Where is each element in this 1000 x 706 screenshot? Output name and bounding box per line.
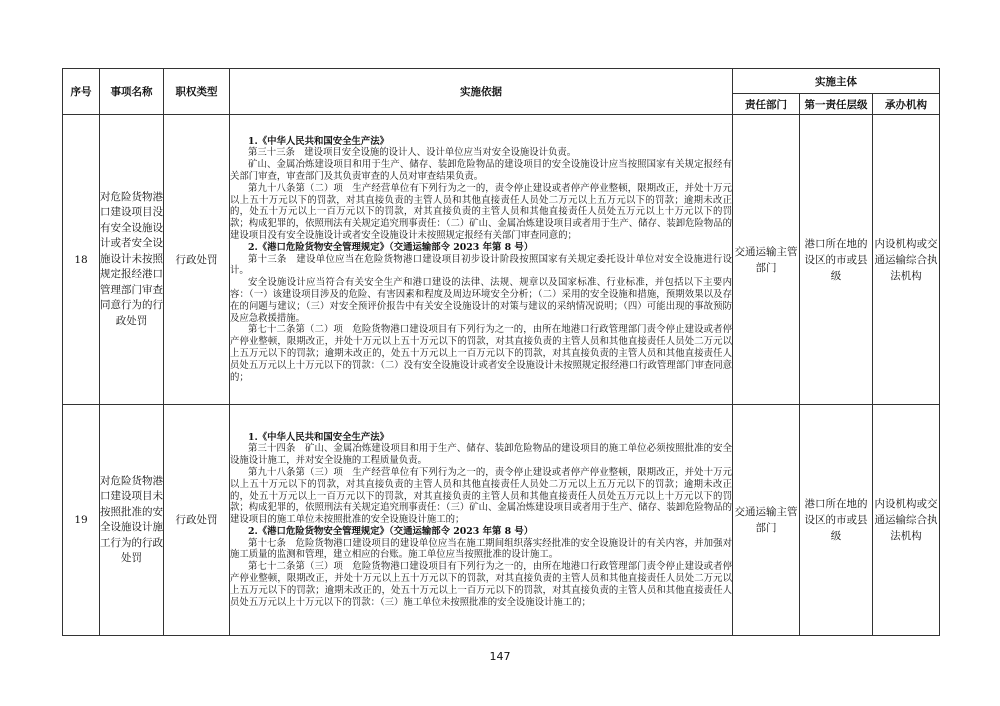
basis-paragraph: 第十三条 建设单位应当在危险货物港口建设项目初步设计阶段按照国家有关规定委托设计单位对安全设施进行设计。 xyxy=(230,253,732,277)
basis-paragraph: 第七十二条第（二）项 危险货物港口建设项目有下列行为之一的，由所在地港口行政管理部门责令停止建设或者停产停业整顿，限期改正，并处十万元以上五十万元以下的罚款，对其直接负责的主管人员和其他直接责任人员处二万元以上五万元以下的罚款；逾期未改正的，处五十万元以上一百万元以下的罚款，对其直接负责的主管人员和其他直接责任人员处五万元以上十万元以下的罚款：（二）没有安全设施设计或者安全设施设计未按照规定报经港口行政管理部门审查同意的； xyxy=(230,324,732,383)
cell-power-type: 行政处罚 xyxy=(164,405,230,636)
basis-title: 1.《中华人民共和国安全生产法》 xyxy=(248,431,390,443)
basis-paragraph: 安全设施设计应当符合有关安全生产和港口建设的法律、法规、规章以及国家标准、行业标准，并包括以下主要内容：（一）该建设项目涉及的危险、有害因素和程度及周边环境安全分析；（二）采用的安全设施和措施，预期效果以及存在的问题与建议；（三）对安全预评价报告中有关安全设施设计的对策与建议的采纳情况说明；（四）可能出现的事故预防及应急救援措施。 xyxy=(230,277,732,324)
basis-paragraph: 第九十八条第（三）项 生产经营单位有下列行为之一的，责令停止建设或者停产停业整顿，限期改正，并处十万元以上五十万元以下的罚款，对其直接负责的主管人员和其他直接责任人员处二万元以上五万元以下的罚款；逾期未改正的，处五十万元以上一百万元以下的罚款，对其直接负责的主管人员和其他直接责任人员处五万元以上十万元以下的罚款；构成犯罪的，依照刑法有关规定追究刑事责任：（三）矿山、金属冶炼建设项目或者用于生产、储存、装卸危险物品的建设项目的施工单位未按照批准的安全设施设计施工的； xyxy=(230,466,732,526)
basis-paragraph: 第三十三条 建设项目安全设施的设计人、设计单位应当对安全设施设计负责。 xyxy=(248,147,577,159)
cell-item-name: 对危险货物港口建设项目未按照批准的安全设施设计施工行为的行政处罚 xyxy=(100,405,164,636)
basis-title: 1.《中华人民共和国安全生产法》 xyxy=(248,135,390,147)
cell-power-type: 行政处罚 xyxy=(164,115,230,405)
basis-paragraph: 第七十二条第（三）项 危险货物港口建设项目有下列行为之一的，由所在地港口行政管理部门责令停止建设或者停产停业整顿，限期改正，并处十万元以上五十万元以下的罚款，对其直接负责的主管人员和其他直接责任人员处二万元以上五万元以下的罚款；逾期未改正的，处五十万元以上一百万元以下的罚款，对其直接负责的主管人员和其他直接责任人员处五万元以上十万元以下的罚款：（三）施工单位未按照批准的安全设施设计施工的； xyxy=(230,561,732,608)
header-item-name: 事项名称 xyxy=(100,69,164,115)
header-level: 第一责任层级 xyxy=(800,94,873,115)
basis-title: 2.《港口危险货物安全管理规定》（交通运输部令 2023 年第 8 号） xyxy=(248,241,534,253)
header-basis: 实施依据 xyxy=(230,69,733,115)
cell-org: 内设机构或交通运输综合执法机构 xyxy=(873,405,940,636)
cell-dept: 交通运输主管部门 xyxy=(733,405,800,636)
basis-paragraph: 第九十八条第（二）项 生产经营单位有下列行为之一的，责令停止建设或者停产停业整顿，限期改正，并处十万元以上五十万元以下的罚款，对其直接负责的主管人员和其他直接责任人员处二万元以上五万元以下的罚款；逾期未改正的，处五十万元以上一百万元以下的罚款，对其直接负责的主管人员和其他直接责任人员处五万元以上十万元以下的罚款；构成犯罪的，依照刑法有关规定追究刑事责任：（二）矿山、金属冶炼建设项目或者用于生产、储存、装卸危险物品的建设项目没有安全设施设计或者安全设施设计未按照规定报经有关部门审查同意的； xyxy=(230,182,732,241)
cell-seq: 18 xyxy=(63,115,100,405)
header-seq: 序号 xyxy=(63,69,100,115)
table-row xyxy=(63,115,940,405)
basis-paragraph: 第三十四条 矿山、金属冶炼建设项目和用于生产、储存、装卸危险物品的建设项目的施工单位必须按照批准的安全设施设计施工，并对安全设施的工程质量负责。 xyxy=(230,443,732,467)
cell-item-name: 对危险货物港口建设项目没有安全设施设计或者安全设施设计未按照规定报经港口管理部门审查同意行为的行政处罚 xyxy=(100,115,164,405)
header-org: 承办机构 xyxy=(873,94,940,115)
basis-paragraph: 矿山、金属冶炼建设项目和用于生产、储存、装卸危险物品的建设项目的安全设施设计应当按照国家有关规定报经有关部门审查，审查部门及其负责审查的人员对审查结果负责。 xyxy=(230,159,732,183)
cell-dept: 交通运输主管部门 xyxy=(733,115,800,405)
regulation-table xyxy=(62,68,940,636)
cell-basis xyxy=(230,115,733,405)
cell-level: 港口所在地的设区的市或县级 xyxy=(800,115,873,405)
page-number: 147 xyxy=(489,650,511,663)
header-subject: 实施主体 xyxy=(733,69,940,94)
header-dept: 责任部门 xyxy=(733,94,800,115)
header-power-type: 职权类型 xyxy=(164,69,230,115)
cell-basis xyxy=(230,405,733,636)
cell-org: 内设机构或交通运输综合执法机构 xyxy=(873,115,940,405)
table-row xyxy=(63,405,940,636)
cell-level: 港口所在地的设区的市或县级 xyxy=(800,405,873,636)
basis-title: 2.《港口危险货物安全管理规定》（交通运输部令 2023 年第 8 号） xyxy=(248,525,534,537)
basis-paragraph: 第十七条 危险货物港口建设项目的建设单位应当在施工期间组织落实经批准的安全设施设计的有关内容，并加强对施工质量的监测和管理，建立相应的台账。施工单位应当按照批准的设计施工。 xyxy=(230,537,732,561)
cell-seq: 19 xyxy=(63,405,100,636)
